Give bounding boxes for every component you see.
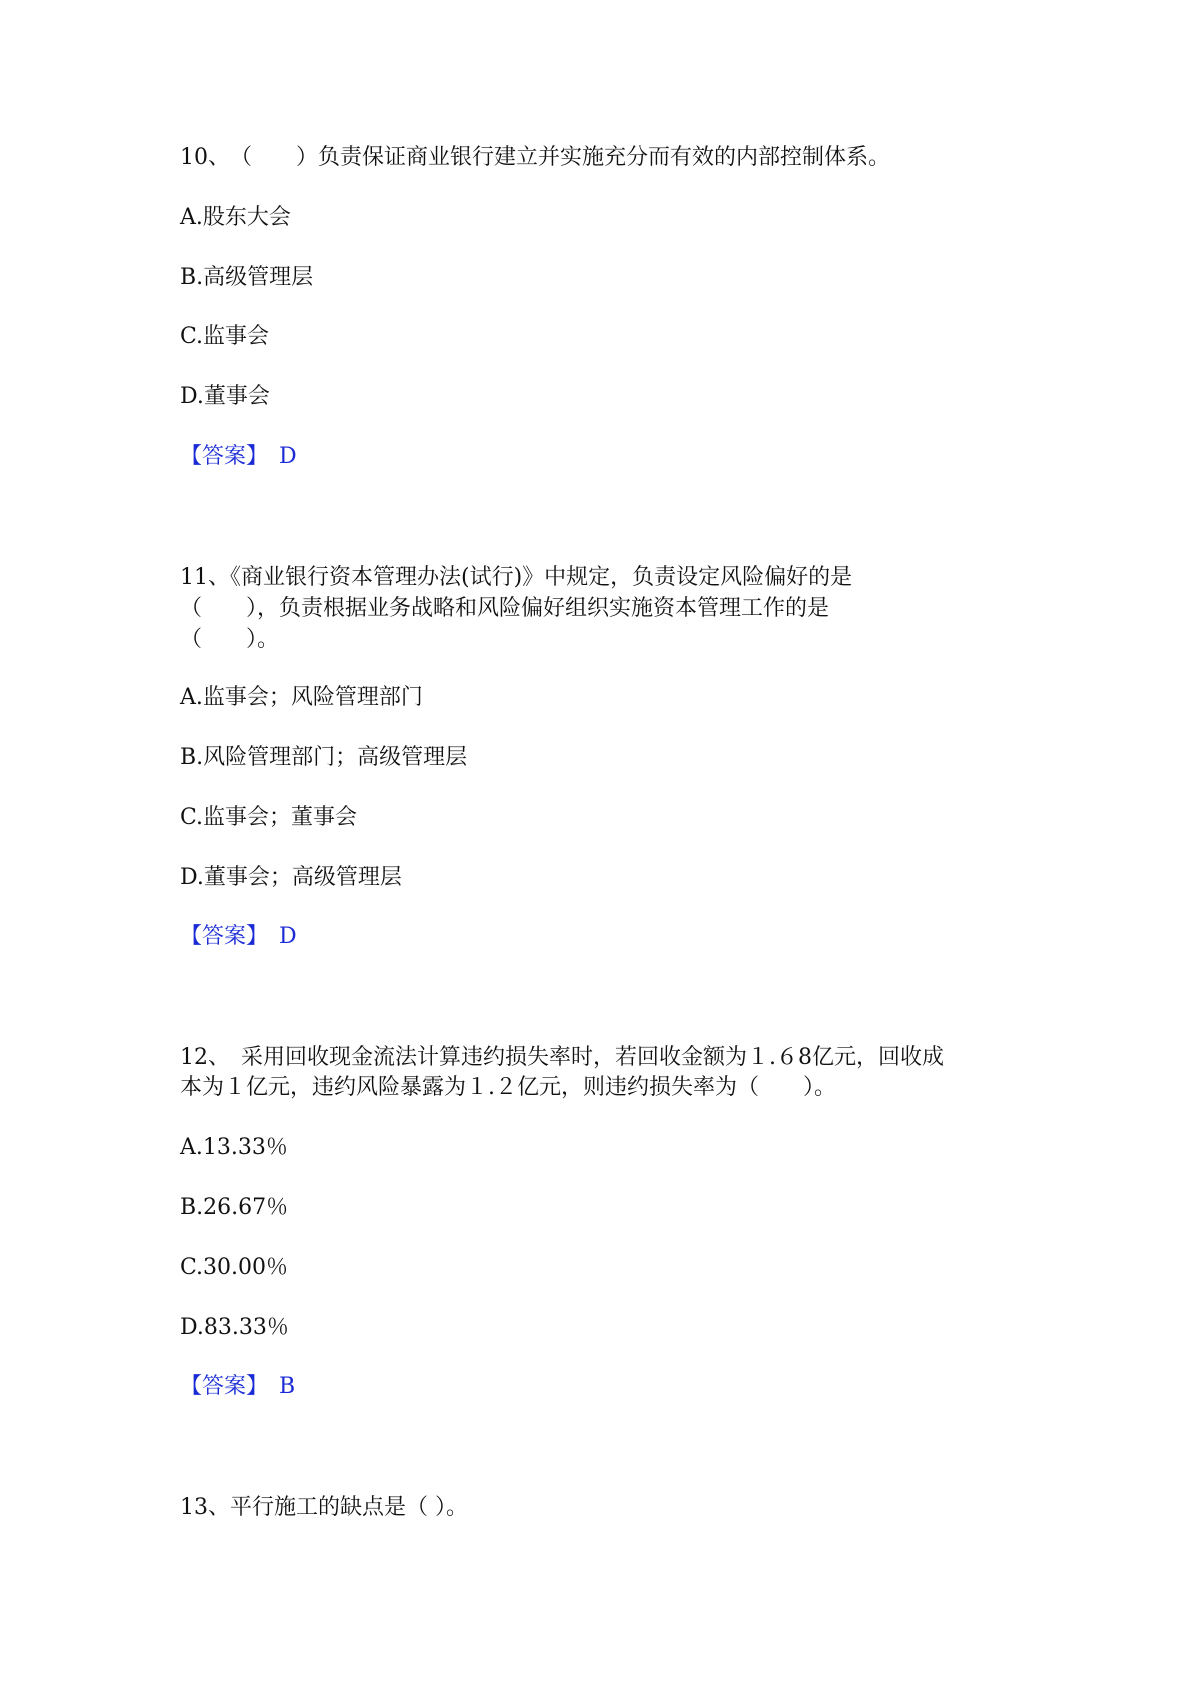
answer-value: D — [279, 924, 297, 949]
question-10-option-c: C.监事会 — [180, 324, 270, 349]
question-11-option-a: A.监事会；风险管理部门 — [180, 685, 423, 710]
question-12-answer — [180, 1372, 295, 1402]
question-10-answer — [180, 442, 297, 472]
question-12-stem-line-1: 12、 采用回收现金流法计算违约损失率时，若回收金额为１.６8亿元，回收成 — [180, 1045, 944, 1070]
answer-label: 【答案】 — [180, 444, 258, 469]
question-12-option-d: D.83.33％ — [180, 1315, 289, 1340]
question-11-option-b: B.风险管理部门；高级管理层 — [180, 745, 468, 770]
question-12-option-a: A.13.33％ — [180, 1135, 288, 1160]
question-12-option-c: C.30.00％ — [180, 1255, 289, 1280]
question-11-stem-line-1: 11、《商业银行资本管理办法(试行)》中规定，负责设定风险偏好的是 — [180, 565, 853, 590]
answer-value: B — [279, 1374, 296, 1399]
answer-label: 【答案】 — [180, 924, 258, 949]
question-11-option-d: D.董事会；高级管理层 — [180, 865, 402, 890]
answer-value: D — [279, 444, 297, 469]
question-12-option-b: B.26.67％ — [180, 1195, 289, 1220]
question-13-stem: 13、平行施工的缺点是（ ）。 — [180, 1495, 468, 1520]
question-10-stem: 10、 （ ）负责保证商业银行建立并实施充分而有效的内部控制体系。 — [180, 145, 890, 170]
question-10-option-a: A.股东大会 — [180, 205, 291, 230]
answer-label: 【答案】 — [180, 1374, 258, 1399]
question-10-option-b: B.高级管理层 — [180, 265, 314, 290]
question-11-answer — [180, 922, 297, 952]
question-11-stem-line-3: （ ）。 — [180, 627, 280, 652]
question-12-stem-line-2: 本为１亿元，违约风险暴露为１.２亿元，则违约损失率为（ ）。 — [180, 1075, 836, 1100]
question-11-option-c: C.监事会；董事会 — [180, 805, 358, 830]
question-11-stem-line-2: （ ），负责根据业务战略和风险偏好组织实施资本管理工作的是 — [180, 596, 830, 621]
question-10-option-d: D.董事会 — [180, 384, 270, 409]
